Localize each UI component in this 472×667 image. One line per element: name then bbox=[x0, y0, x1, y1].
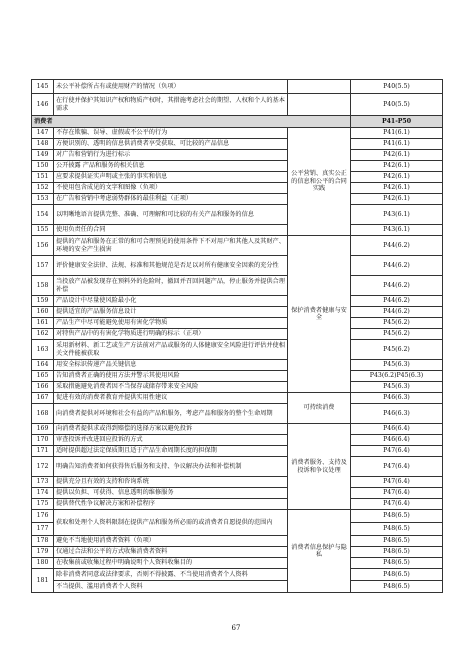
row-reference: P40(5.5) bbox=[351, 94, 443, 116]
row-number: 168 bbox=[32, 404, 54, 424]
row-number: 173 bbox=[32, 477, 54, 488]
row-reference: P46(6.3) bbox=[351, 393, 443, 404]
category-privacy: 消费者信息保护与隐私 bbox=[288, 510, 351, 593]
table-row bbox=[32, 446, 443, 457]
table-row bbox=[32, 225, 443, 236]
table-row bbox=[32, 488, 443, 499]
table-row bbox=[32, 477, 443, 488]
table-row bbox=[32, 404, 443, 424]
row-text: 明确告知消费者如何获得售后服务和支持、争议解决办法和补偿机制 bbox=[54, 457, 288, 477]
row-text: 产品生产中尽可能避免使用有害化学物质 bbox=[54, 318, 288, 329]
row-reference: P48(6.5) bbox=[351, 547, 443, 558]
row-reference: P48(6.5) bbox=[351, 569, 443, 581]
row-number: 161 bbox=[32, 318, 54, 329]
category-cell bbox=[288, 94, 351, 116]
table-row bbox=[32, 80, 443, 94]
row-text: 采用新材料、新工艺或生产方法前对产品或服务的人体健康安全风险进行评估并使相关文件能被获取 bbox=[54, 340, 288, 360]
table-row bbox=[32, 424, 443, 435]
row-number: 166 bbox=[32, 382, 54, 393]
row-reference: P40(5.5) bbox=[351, 80, 443, 94]
row-number: 181 bbox=[32, 569, 54, 593]
row-reference: P42(6.1) bbox=[351, 183, 443, 194]
row-text: 告知消费者正确的使用方法并警示其使用风险 bbox=[54, 371, 288, 382]
row-number: 151 bbox=[32, 172, 54, 183]
section-reference: P41-P50 bbox=[351, 116, 443, 128]
table-row bbox=[32, 499, 443, 510]
row-reference: P47(6.4) bbox=[351, 499, 443, 510]
row-text: 提供适宜的产品服务信息设计 bbox=[54, 307, 288, 318]
row-reference: P45(6.3) bbox=[351, 360, 443, 371]
table-row bbox=[32, 139, 443, 150]
row-text: 当投放产品被发现存在预料外的危险时，撤回并召回问题产品，停止服务并提供合理补偿 bbox=[54, 276, 288, 296]
row-number: 177 bbox=[32, 523, 54, 536]
table-row bbox=[32, 536, 443, 547]
row-reference: P48(6.5) bbox=[351, 581, 443, 593]
row-reference: P44(6.2) bbox=[351, 236, 443, 256]
category-sustainable: 可持续消费 bbox=[288, 393, 351, 424]
row-reference: P44(6.2) bbox=[351, 307, 443, 318]
row-reference: P47(6.4) bbox=[351, 446, 443, 457]
row-number: 179 bbox=[32, 547, 54, 558]
row-number: 149 bbox=[32, 150, 54, 161]
row-reference: P46(6.3) bbox=[351, 404, 443, 424]
row-number: 155 bbox=[32, 225, 54, 236]
row-number: 169 bbox=[32, 424, 54, 435]
table-row bbox=[32, 329, 443, 340]
row-text: 用安全标识传递产品关键信息 bbox=[54, 360, 288, 371]
row-reference: P42(6.1) bbox=[351, 172, 443, 183]
row-text: 提供替代性争议解决方案和补偿程序 bbox=[54, 499, 288, 510]
row-text: 方便识别的、透明的信息供消费者享受获取、可比较的产品信息 bbox=[54, 139, 288, 150]
row-number: 162 bbox=[32, 329, 54, 340]
row-number: 148 bbox=[32, 139, 54, 150]
row-text: 对特售产品中的有害化学物质进行明确的标示（正项） bbox=[54, 329, 288, 340]
table-row bbox=[32, 256, 443, 276]
table-row bbox=[32, 296, 443, 307]
row-text: 提供的产品和服务在正常的和可合理预见的使用条件下不对用户和其他人及其财产、环境的安全产生损害 bbox=[54, 236, 288, 256]
row-text: 获取和处理个人资料限制在提供产品和服务所必需的或消费者自愿提供的范围内 bbox=[54, 510, 288, 536]
section-title: 消费者 bbox=[32, 116, 351, 128]
row-reference: P41(6.1) bbox=[351, 128, 443, 139]
section-header-row bbox=[32, 116, 443, 128]
row-number: 160 bbox=[32, 307, 54, 318]
row-number: 153 bbox=[32, 194, 54, 205]
table-row bbox=[32, 547, 443, 558]
row-number: 163 bbox=[32, 340, 54, 360]
table-row bbox=[32, 558, 443, 569]
category-fair-marketing: 公平营销、真实公正的信息和公平的合同实践 bbox=[288, 128, 351, 236]
row-number: 165 bbox=[32, 371, 54, 382]
row-text: 避免不当地使用消费者资料（负项） bbox=[54, 536, 288, 547]
row-reference: P47(6.4) bbox=[351, 477, 443, 488]
table-row bbox=[32, 194, 443, 205]
row-reference: P48(6.5) bbox=[351, 558, 443, 569]
row-text: 审查投诉并改进回应投诉的方式 bbox=[54, 435, 288, 446]
row-text: 采取措施避免消费者因不当保存或储存带来安全风险 bbox=[54, 382, 288, 393]
table-row bbox=[32, 510, 443, 523]
row-text: 应要求提供证实声明或主张的事实和信息 bbox=[54, 172, 288, 183]
row-reference: P44(6.2) bbox=[351, 296, 443, 307]
row-number: 154 bbox=[32, 205, 54, 225]
table-row bbox=[32, 150, 443, 161]
row-number: 171 bbox=[32, 446, 54, 457]
row-reference: P45(6.3) bbox=[351, 382, 443, 393]
row-reference: P42(6.1) bbox=[351, 194, 443, 205]
table-row bbox=[32, 457, 443, 477]
row-number: 174 bbox=[32, 488, 54, 499]
row-number: 156 bbox=[32, 236, 54, 256]
row-number: 178 bbox=[32, 536, 54, 547]
row-text: 促进有效的消费者教育并提供实用性建议 bbox=[54, 393, 288, 404]
row-reference: P45(6.2) bbox=[351, 318, 443, 329]
table-row bbox=[32, 128, 443, 139]
row-reference: P45(6.2) bbox=[351, 340, 443, 360]
row-number: 158 bbox=[32, 276, 54, 296]
table-row bbox=[32, 318, 443, 329]
row-reference: P48(6.5) bbox=[351, 523, 443, 536]
page-number: 67 bbox=[231, 624, 241, 632]
table-row bbox=[32, 371, 443, 382]
row-text: 公开披露 产品和服务的相关信息 bbox=[54, 161, 288, 172]
row-reference: P43(6.2)P45(6.3) bbox=[351, 371, 443, 382]
row-text: 不使用包含成见的文字和图像（负项） bbox=[54, 183, 288, 194]
indicator-table bbox=[31, 79, 443, 593]
category-health-safety: 保护消费者健康与安全 bbox=[288, 236, 351, 393]
row-text: 在行使并保护其知识产权和物质产权时，其措施考虑社会的期望、人权和个人的基本需求 bbox=[54, 94, 288, 116]
table-row bbox=[32, 94, 443, 116]
row-reference: P46(6.4) bbox=[351, 435, 443, 446]
row-reference: P45(6.2) bbox=[351, 329, 443, 340]
table-row bbox=[32, 581, 443, 593]
category-cell bbox=[288, 80, 351, 94]
table-row bbox=[32, 172, 443, 183]
row-reference: P46(6.4) bbox=[351, 424, 443, 435]
table-row bbox=[32, 569, 443, 581]
row-text: 除非消费者同意或法律要求，否则不得披露、不当使用消费者个人资料 bbox=[54, 569, 288, 581]
row-reference: P42(6.1) bbox=[351, 161, 443, 172]
row-text: 产品设计中尽量使风险最小化 bbox=[54, 296, 288, 307]
row-reference: P43(6.1) bbox=[351, 205, 443, 225]
table-row bbox=[32, 435, 443, 446]
row-number: 150 bbox=[32, 161, 54, 172]
table-row bbox=[32, 183, 443, 194]
row-number: 170 bbox=[32, 435, 54, 446]
table-row bbox=[32, 340, 443, 360]
row-number: 146 bbox=[32, 94, 54, 116]
table-row bbox=[32, 307, 443, 318]
table-row bbox=[32, 393, 443, 404]
row-number: 164 bbox=[32, 360, 54, 371]
row-number: 180 bbox=[32, 558, 54, 569]
row-number: 175 bbox=[32, 499, 54, 510]
row-text: 不存在欺骗、误导、虚假或不公平的行为 bbox=[54, 128, 288, 139]
table-row bbox=[32, 236, 443, 256]
row-reference: P41(6.1) bbox=[351, 139, 443, 150]
row-number: 145 bbox=[32, 80, 54, 94]
row-number: 167 bbox=[32, 393, 54, 404]
row-number: 172 bbox=[32, 457, 54, 477]
row-text: 未公平补偿所占有或使用财产的情况（负项） bbox=[54, 80, 288, 94]
row-text: 对广告和营销行为进行标示 bbox=[54, 150, 288, 161]
row-text: 提供充分且有效的支持和咨询系统 bbox=[54, 477, 288, 488]
row-text: 不当提供、滥用消费者个人资料 bbox=[54, 581, 288, 593]
row-reference: P44(6.2) bbox=[351, 256, 443, 276]
row-reference: P47(6.4) bbox=[351, 488, 443, 499]
row-number: 159 bbox=[32, 296, 54, 307]
row-number: 147 bbox=[32, 128, 54, 139]
row-reference: P44(6.2) bbox=[351, 276, 443, 296]
row-text: 在广告和营销中考虑弱势群体的最佳利益（正项） bbox=[54, 194, 288, 205]
row-text: 仅通过合法和公平的方式收集消费者资料 bbox=[54, 547, 288, 558]
category-service-support: 消费者服务、支持及投诉和争议处理 bbox=[288, 424, 351, 510]
table-row bbox=[32, 205, 443, 225]
row-reference: P48(6.5) bbox=[351, 536, 443, 547]
table-row bbox=[32, 161, 443, 172]
row-reference: P42(6.1) bbox=[351, 150, 443, 161]
row-text: 向消费者提供求或得到赔偿的选择方案以避免投诉 bbox=[54, 424, 288, 435]
row-reference: P47(6.4) bbox=[351, 457, 443, 477]
row-text: 评价健康安全法律、法规、标准和其他规范是否足以对所有健康安全因素的充分性 bbox=[54, 256, 288, 276]
row-number: 152 bbox=[32, 183, 54, 194]
table-row bbox=[32, 360, 443, 371]
row-text: 适时提供超过法定保质期且适于产品生命周期长度的担保期 bbox=[54, 446, 288, 457]
table-row bbox=[32, 276, 443, 296]
row-text: 向消费者提供对环境和社会有益的产品和服务，考虑产品和服务的整个生命周期 bbox=[54, 404, 288, 424]
row-text: 使用负责任的合同 bbox=[54, 225, 288, 236]
row-number: 157 bbox=[32, 256, 54, 276]
row-number: 176 bbox=[32, 510, 54, 523]
table-row bbox=[32, 382, 443, 393]
row-reference: P43(6.1) bbox=[351, 225, 443, 236]
row-text: 提供以负担、可获得、信息透明的维修服务 bbox=[54, 488, 288, 499]
row-text: 以明晰地语言提供完整、准确、可理解和可比较的有关产品和服务的信息 bbox=[54, 205, 288, 225]
row-reference: P48(6.5) bbox=[351, 510, 443, 523]
row-text: 在收集前或收集过程中明确说明个人资料收集目的 bbox=[54, 558, 288, 569]
